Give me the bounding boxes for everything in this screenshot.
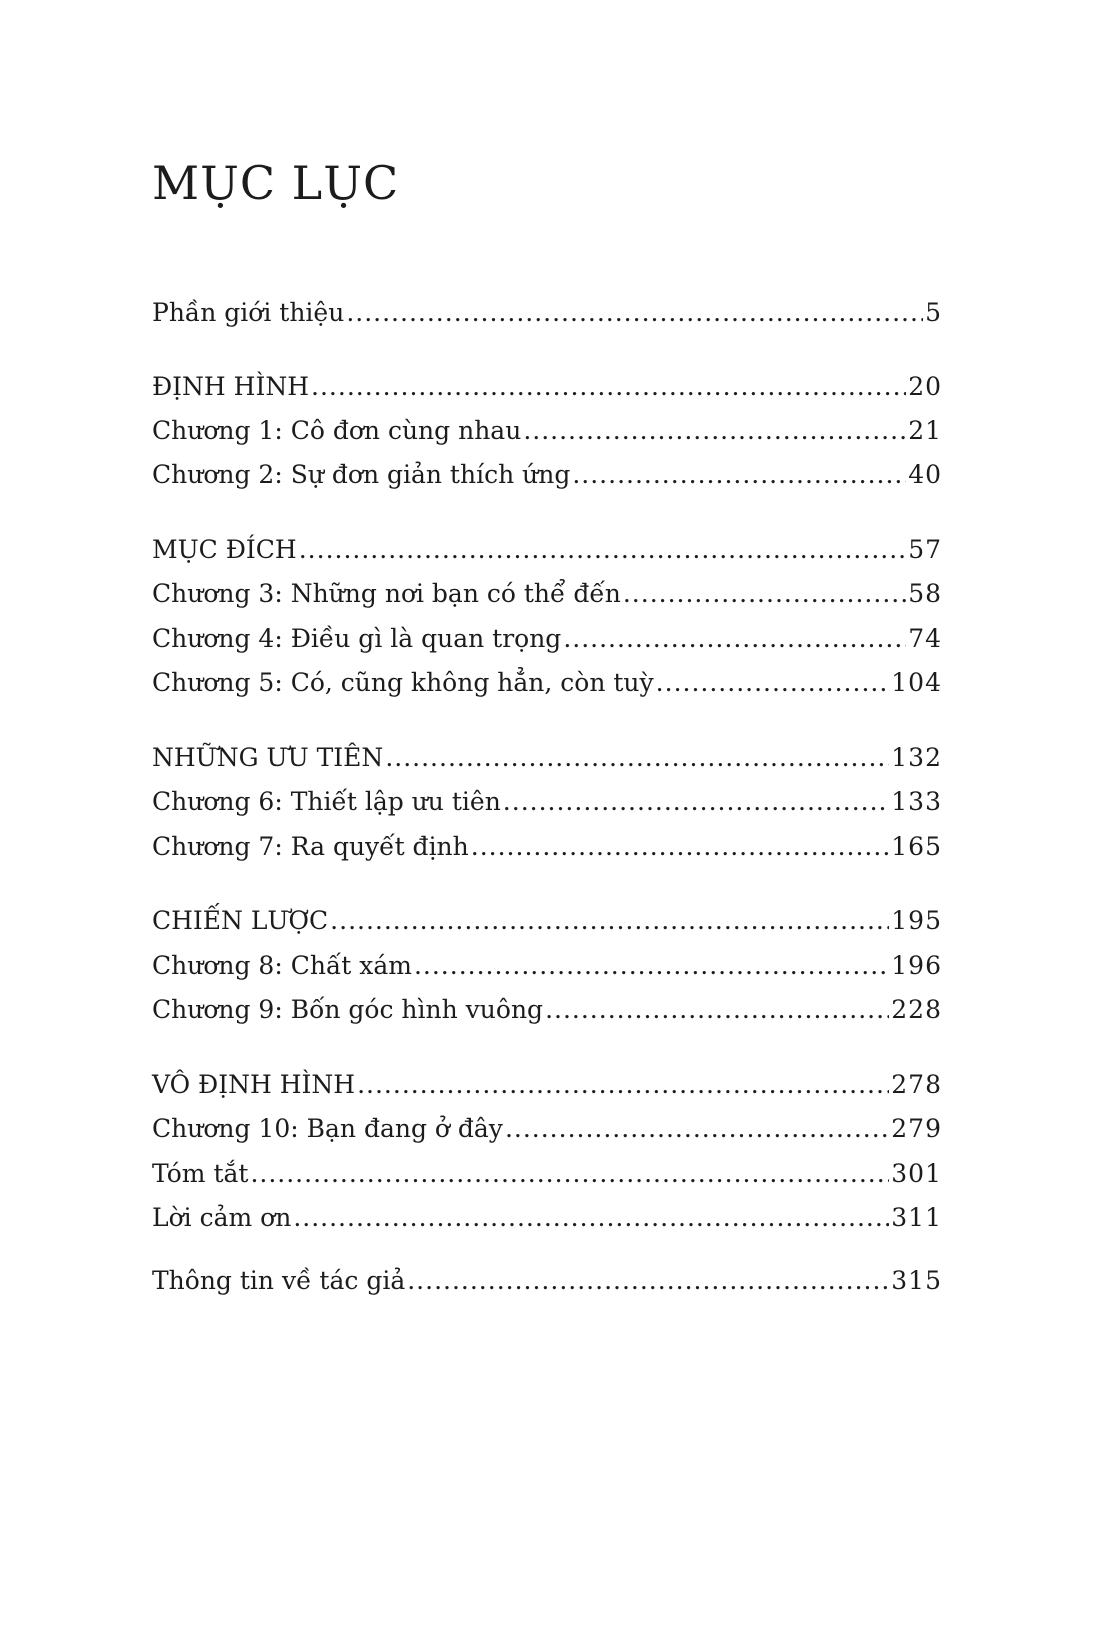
dot-leader — [385, 738, 889, 778]
toc-entry-page: 165 — [891, 832, 942, 861]
toc-entry-page: 279 — [891, 1114, 942, 1143]
page-title: MỤC LỤC — [152, 156, 400, 210]
toc-entry-chapter-4 — [152, 619, 942, 659]
toc-section-chien-luoc — [152, 901, 942, 941]
toc-entry-page: 58 — [908, 579, 942, 608]
toc-entry-acknowledgements — [152, 1198, 942, 1238]
toc-entry-chapter-8 — [152, 946, 942, 986]
dot-leader — [250, 1154, 889, 1194]
toc-entry-page: 40 — [908, 460, 942, 489]
dot-leader — [299, 530, 906, 570]
toc-section-label: NHỮNG ƯU TIÊN — [152, 743, 384, 772]
toc-entry-label: Chương 5: Có, cũng không hẳn, còn tuỳ — [152, 668, 654, 697]
dot-leader — [293, 1198, 889, 1238]
toc-entry-label: Phần giới thiệu — [152, 298, 345, 327]
toc-entry-chapter-10 — [152, 1109, 942, 1149]
dot-leader — [505, 1109, 889, 1149]
toc-entry-label: Chương 1: Cô đơn cùng nhau — [152, 416, 522, 445]
dot-leader — [572, 455, 906, 495]
toc-section-nhung-uu-tien — [152, 738, 942, 778]
toc-entry-chapter-6 — [152, 782, 942, 822]
toc-entry-label: Lời cảm ơn — [152, 1203, 292, 1232]
dot-leader — [346, 293, 923, 333]
dot-leader — [414, 946, 889, 986]
toc-entry-label: Chương 8: Chất xám — [152, 951, 412, 980]
toc-entry-page: 74 — [908, 624, 942, 653]
toc-entry-page: 104 — [891, 668, 942, 697]
toc-entry-page: 132 — [891, 743, 942, 772]
toc-section-label: CHIẾN LƯỢC — [152, 906, 329, 935]
toc-entry-chapter-9 — [152, 990, 942, 1030]
toc-entry-label: Chương 9: Bốn góc hình vuông — [152, 995, 544, 1024]
toc-entry-label: Chương 10: Bạn đang ở đây — [152, 1114, 503, 1143]
toc-entry-page: 20 — [908, 372, 942, 401]
toc-entry-label: Chương 4: Điều gì là quan trọng — [152, 624, 562, 653]
dot-leader — [545, 990, 889, 1030]
toc-entry-label: Chương 2: Sự đơn giản thích ứng — [152, 460, 571, 489]
dot-leader — [623, 574, 906, 614]
dot-leader — [656, 663, 890, 703]
toc-section-label: ĐỊNH HÌNH — [152, 372, 310, 401]
toc-section-muc-dich — [152, 530, 942, 570]
toc-entry-introduction — [152, 293, 942, 333]
dot-leader — [357, 1065, 889, 1105]
toc-entry-page: 196 — [891, 951, 942, 980]
toc-section-vo-dinh-hinh — [152, 1065, 942, 1105]
dot-leader — [407, 1261, 889, 1301]
toc-section-dinh-hinh — [152, 367, 942, 407]
toc-entry-label: Thông tin về tác giả — [152, 1266, 406, 1295]
toc-entry-page: 5 — [925, 298, 942, 327]
toc-entry-chapter-2 — [152, 455, 942, 495]
toc-entry-chapter-7 — [152, 827, 942, 867]
dot-leader — [311, 367, 906, 407]
dot-leader — [523, 411, 906, 451]
toc-section-label: MỤC ĐÍCH — [152, 535, 297, 564]
toc-entry-chapter-5 — [152, 663, 942, 703]
toc-entry-summary — [152, 1154, 942, 1194]
toc-entry-label: Chương 6: Thiết lập ưu tiên — [152, 787, 501, 816]
dot-leader — [471, 827, 890, 867]
toc-entry-page: 315 — [891, 1266, 942, 1295]
dot-leader — [503, 782, 889, 822]
toc-entry-label: Chương 3: Những nơi bạn có thể đến — [152, 579, 621, 608]
toc-section-label: VÔ ĐỊNH HÌNH — [152, 1070, 356, 1099]
toc-entry-page: 133 — [891, 787, 942, 816]
toc-entry-page: 278 — [891, 1070, 942, 1099]
toc-entry-page: 195 — [891, 906, 942, 935]
toc-entry-label: Tóm tắt — [152, 1159, 249, 1188]
toc-entry-about-author — [152, 1261, 942, 1301]
toc-entry-page: 21 — [908, 416, 942, 445]
toc-entry-chapter-3 — [152, 574, 942, 614]
toc-entry-page: 57 — [908, 535, 942, 564]
dot-leader — [563, 619, 906, 659]
dot-leader — [330, 901, 889, 941]
toc-entry-page: 228 — [891, 995, 942, 1024]
toc-entry-label: Chương 7: Ra quyết định — [152, 832, 469, 861]
toc-entry-chapter-1 — [152, 411, 942, 451]
toc-entry-page: 301 — [891, 1159, 942, 1188]
toc-entry-page: 311 — [891, 1203, 942, 1232]
